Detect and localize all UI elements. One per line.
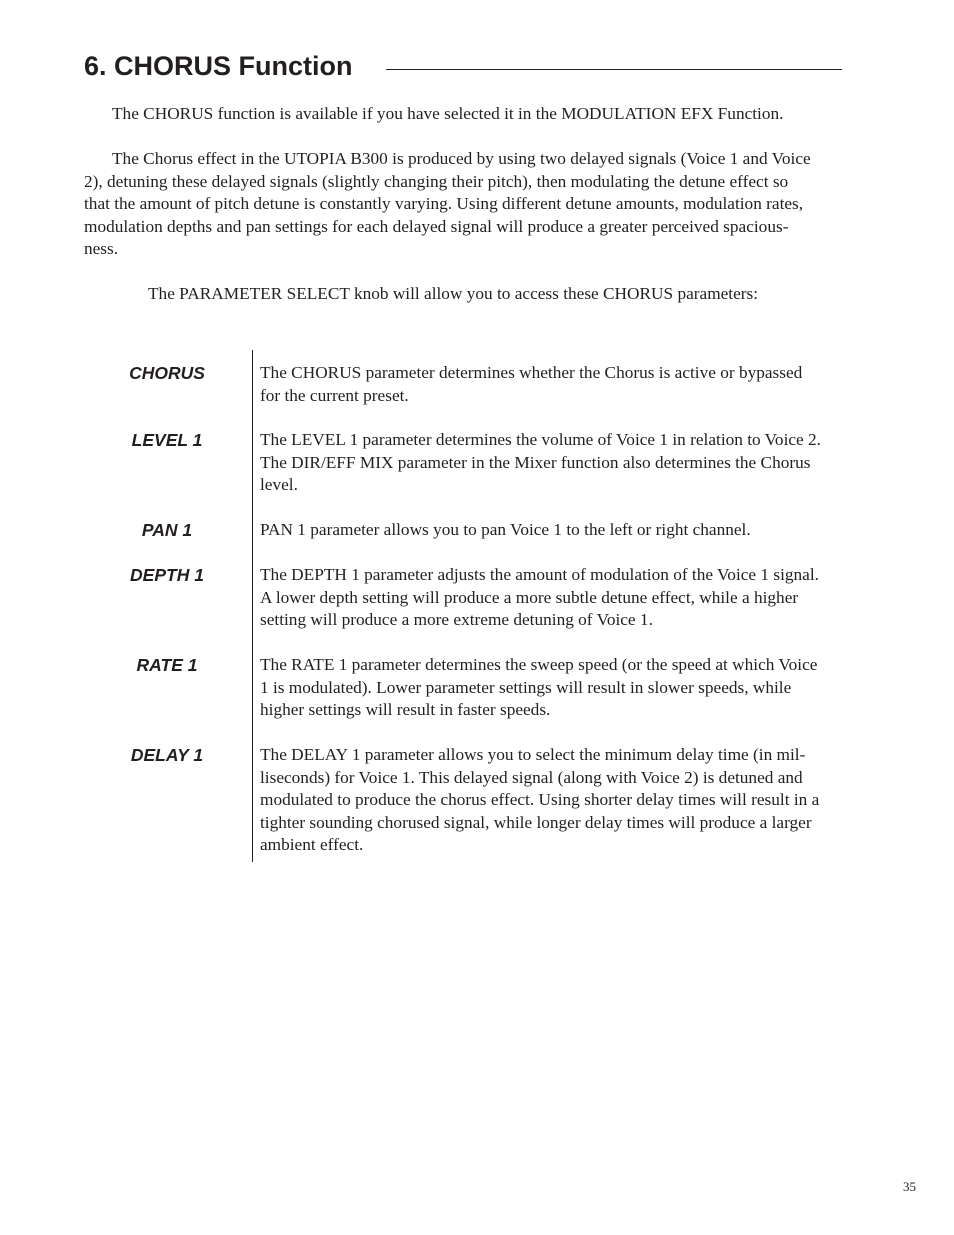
page-number: 35 xyxy=(903,1179,916,1194)
param-label-level-1: LEVEL 1 xyxy=(131,430,203,450)
parameter-column-divider xyxy=(252,350,253,862)
description-line: modulation depths and pan settings for each delayed signal will produce a greater perceived spacious- xyxy=(84,216,789,236)
param-desc-level-1 xyxy=(260,429,880,497)
param-desc-pan-1 xyxy=(260,519,880,542)
param-desc-line: The DIR/EFF MIX parameter in the Mixer function also determines the Chorus xyxy=(260,452,811,472)
param-desc-line: modulated to produce the chorus effect. Using shorter delay times will result in a xyxy=(260,790,820,809)
param-desc-line: setting will produce a more extreme detuning of Voice 1. xyxy=(260,610,653,629)
param-desc-depth-1 xyxy=(260,564,880,632)
description-line: 2), detuning these delayed signals (slightly changing their pitch), then modulating the detune effect so xyxy=(84,171,789,191)
description-line: The Chorus effect in the UTOPIA B300 is produced by using two delayed signals (Voice 1 and Voice xyxy=(112,149,811,168)
param-desc-line: PAN 1 parameter allows you to pan Voice 1 to the left or right channel. xyxy=(260,520,751,539)
param-desc-line: for the current preset. xyxy=(260,385,409,405)
page-heading: 6. CHORUS Function xyxy=(84,51,353,81)
param-desc-line: 1 is modulated). Lower parameter settings will result in slower speeds, while xyxy=(260,677,792,697)
param-desc-line: ambient effect. xyxy=(260,835,364,854)
parameter-select-note: The PARAMETER SELECT knob will allow you to access these CHORUS parameters: xyxy=(148,284,759,303)
param-label-rate-1: RATE 1 xyxy=(136,655,198,675)
param-desc-delay-1 xyxy=(260,744,880,857)
intro-paragraph: The CHORUS function is available if you have selected it in the MODULATION EFX Function. xyxy=(112,104,784,123)
param-desc-line: A lower depth setting will produce a more subtle detune effect, while a higher xyxy=(260,587,799,607)
param-desc-line: The DELAY 1 parameter allows you to select the minimum delay time (in mil- xyxy=(260,745,806,764)
param-desc-line: The CHORUS parameter determines whether the Chorus is active or bypassed xyxy=(260,363,803,382)
param-label-depth-1: DEPTH 1 xyxy=(130,565,204,585)
description-paragraph xyxy=(84,148,874,261)
heading-rule xyxy=(386,69,842,70)
param-desc-rate-1 xyxy=(260,654,880,722)
param-desc-chorus xyxy=(260,362,880,407)
description-line: that the amount of pitch detune is constantly varying. Using different detune amounts, modulation rates, xyxy=(84,194,804,213)
description-line: ness. xyxy=(84,239,119,258)
param-desc-line: higher settings will result in faster speeds. xyxy=(260,700,551,719)
param-desc-line: The RATE 1 parameter determines the sweep speed (or the speed at which Voice xyxy=(260,655,818,674)
param-label-delay-1: DELAY 1 xyxy=(130,745,204,765)
param-desc-line: liseconds) for Voice 1. This delayed signal (along with Voice 2) is detuned and xyxy=(260,767,803,787)
param-desc-line: The DEPTH 1 parameter adjusts the amount of modulation of the Voice 1 signal. xyxy=(260,565,819,584)
param-label-pan-1: PAN 1 xyxy=(141,520,193,540)
param-label-chorus: CHORUS xyxy=(129,363,205,383)
param-desc-line: level. xyxy=(260,475,298,494)
param-desc-line: The LEVEL 1 parameter determines the volume of Voice 1 in relation to Voice 2. xyxy=(260,430,821,449)
param-desc-line: tighter sounding chorused signal, while longer delay times will produce a larger xyxy=(260,812,812,832)
